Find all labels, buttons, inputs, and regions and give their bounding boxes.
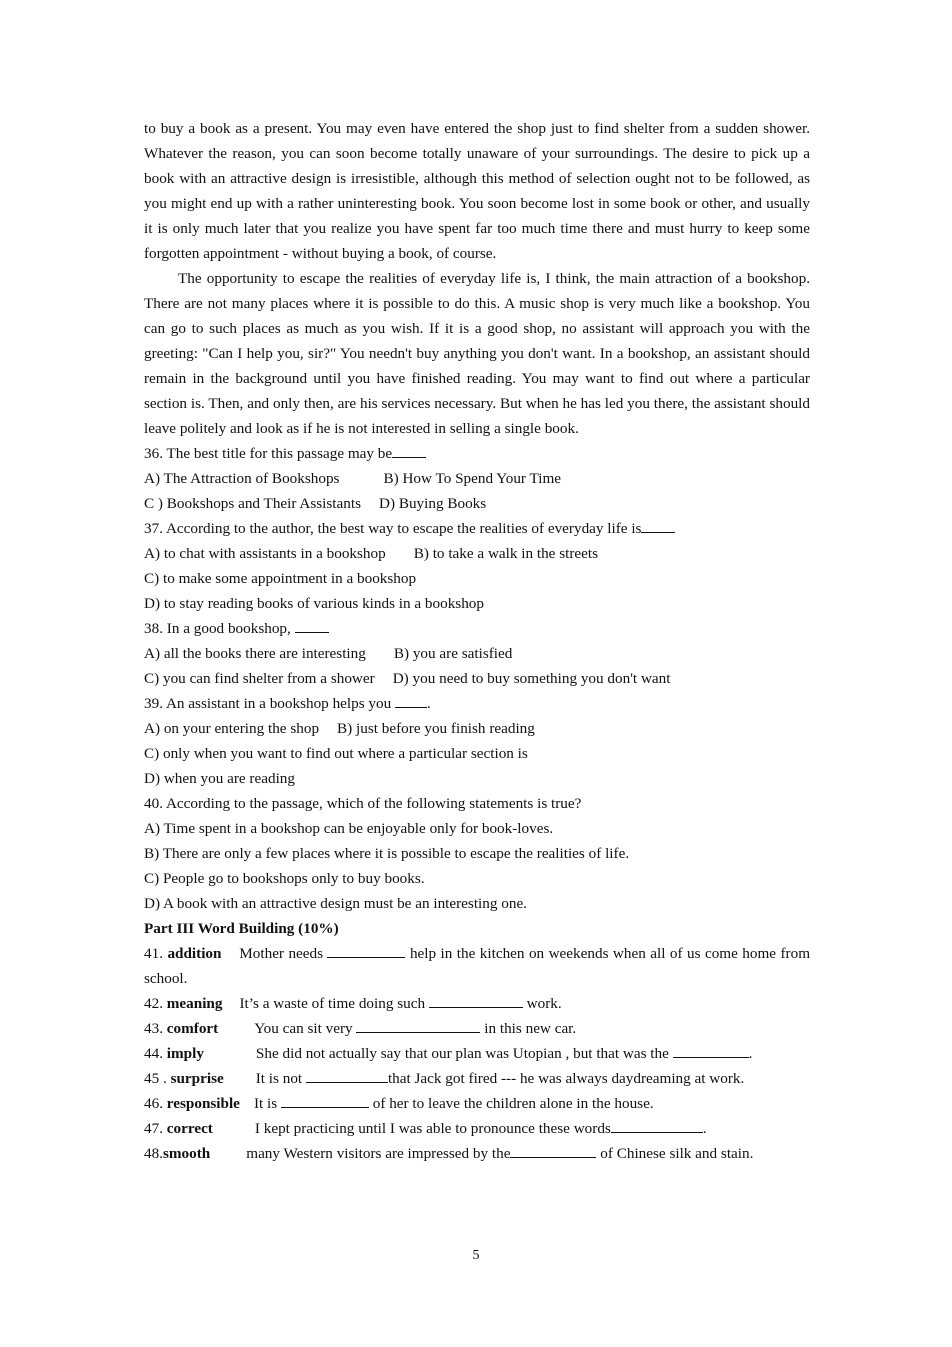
answer-blank[interactable] xyxy=(356,1017,480,1033)
option-d[interactable]: D) you need to buy something you don't want xyxy=(392,670,671,687)
word-building-48: 48.smooth many Western visitors are impressed by the of Chinese silk and stain. xyxy=(144,1141,810,1166)
word-building-42: 42. meaning It’s a waste of time doing such work. xyxy=(144,991,810,1016)
word-building-45: 45 . surprise It is not that Jack got fired --- he was always daydreaming at work. xyxy=(144,1066,810,1091)
question-37-option-d[interactable]: D) to stay reading books of various kinds in a bookshop xyxy=(144,595,484,612)
question-38-options-cd xyxy=(144,666,810,691)
answer-blank[interactable] xyxy=(295,617,329,633)
question-39-stem: 39. An assistant in a bookshop helps you . xyxy=(144,691,810,716)
answer-blank[interactable] xyxy=(327,942,405,958)
answer-blank[interactable] xyxy=(641,517,675,533)
question-40-option-c[interactable]: C) People go to bookshops only to buy books. xyxy=(144,870,425,887)
question-39-option-d[interactable]: D) when you are reading xyxy=(144,770,295,787)
question-37-options-ab xyxy=(144,541,810,566)
option-b[interactable]: B) just before you finish reading xyxy=(337,720,535,737)
answer-blank[interactable] xyxy=(395,692,427,708)
answer-blank[interactable] xyxy=(510,1142,596,1158)
question-40-option-a[interactable]: A) Time spent in a bookshop can be enjoyable only for book-loves. xyxy=(144,820,554,837)
word-building-44: 44. imply She did not actually say that our plan was Utopian , but that was the . xyxy=(144,1041,810,1066)
section-heading: Part III Word Building (10%) xyxy=(144,920,339,937)
answer-blank[interactable] xyxy=(281,1092,369,1108)
option-a[interactable]: A) on your entering the shop xyxy=(144,720,320,737)
word-building-46: 46. responsible It is of her to leave the children alone in the house. xyxy=(144,1091,810,1116)
question-40-option-b[interactable]: B) There are only a few places where it is possible to escape the realities of life. xyxy=(144,845,630,862)
question-37-stem: 37. According to the author, the best way to escape the realities of everyday life is xyxy=(144,516,810,541)
question-38-options-ab xyxy=(144,641,810,666)
passage-paragraph-1: to buy a book as a present. You may even have entered the shop just to find shelter from a sudden shower. Whatever the reason, you can soon become totally unaware of your surroundings. The desire to pick up a book with an attractive design is irresistible, although this method of selection ought not to be followed, as you might end up with a rather uninteresting book. You soon become lost in some book or other, and usually it is only much later that you realize you have spent far too much time there and must hurry to keep some forgotten appointment - without buying a book, of course. xyxy=(144,120,810,262)
option-b[interactable]: B) you are satisfied xyxy=(393,645,513,662)
answer-blank[interactable] xyxy=(429,992,523,1008)
option-a[interactable]: A) to chat with assistants in a bookshop xyxy=(144,545,386,562)
question-40-stem: 40. According to the passage, which of the following statements is true? xyxy=(144,795,582,812)
answer-blank[interactable] xyxy=(673,1042,749,1058)
answer-blank[interactable] xyxy=(306,1067,388,1083)
question-39-option-c[interactable]: C) only when you want to find out where a particular section is xyxy=(144,745,528,762)
question-36-stem: 36. The best title for this passage may be xyxy=(144,441,810,466)
option-b[interactable]: B) to take a walk in the streets xyxy=(413,545,599,562)
question-40-option-d[interactable]: D) A book with an attractive design must be an interesting one. xyxy=(144,895,527,912)
question-39-options-ab xyxy=(144,716,810,741)
option-d[interactable]: D) Buying Books xyxy=(379,495,487,512)
page-number: 5 xyxy=(472,1248,480,1263)
option-a[interactable]: A) all the books there are interesting xyxy=(144,645,366,662)
word-building-41: 41. addition Mother needs help in the kitchen on weekends when all of us come home from school. xyxy=(144,941,810,991)
question-37-option-c[interactable]: C) to make some appointment in a bookshop xyxy=(144,570,417,587)
option-a[interactable]: A) The Attraction of Bookshops xyxy=(144,470,340,487)
word-building-43: 43. comfort You can sit very in this new car. xyxy=(144,1016,810,1041)
answer-blank[interactable] xyxy=(611,1117,703,1133)
question-36-options-ab xyxy=(144,466,810,491)
answer-blank[interactable] xyxy=(392,442,426,458)
option-c[interactable]: C ) Bookshops and Their Assistants xyxy=(144,495,361,512)
option-b[interactable]: B) How To Spend Your Time xyxy=(383,470,562,487)
question-38-stem: 38. In a good bookshop, xyxy=(144,616,810,641)
option-c[interactable]: C) you can find shelter from a shower xyxy=(144,670,375,687)
word-building-47: 47. correct I kept practicing until I was able to pronounce these words . xyxy=(144,1116,810,1141)
question-36-options-cd xyxy=(144,491,810,516)
passage-paragraph-2: The opportunity to escape the realities of everyday life is, I think, the main attraction of a bookshop. There are not many places where it is possible to do this. A music shop is very much like a bookshop. You can go to such places as much as you wish. If it is a good shop, no assistant will approach you with the greeting: "Can I help you, sir?" You needn't buy anything you don't want. In a bookshop, an assistant should remain in the background until you have finished reading. You may want to find out where a particular section is. Then, and only then, are his services necessary. But when he has led you there, the assistant should leave politely and look as if he is not interested in selling a single book. xyxy=(144,270,810,437)
page-content xyxy=(144,116,810,1166)
